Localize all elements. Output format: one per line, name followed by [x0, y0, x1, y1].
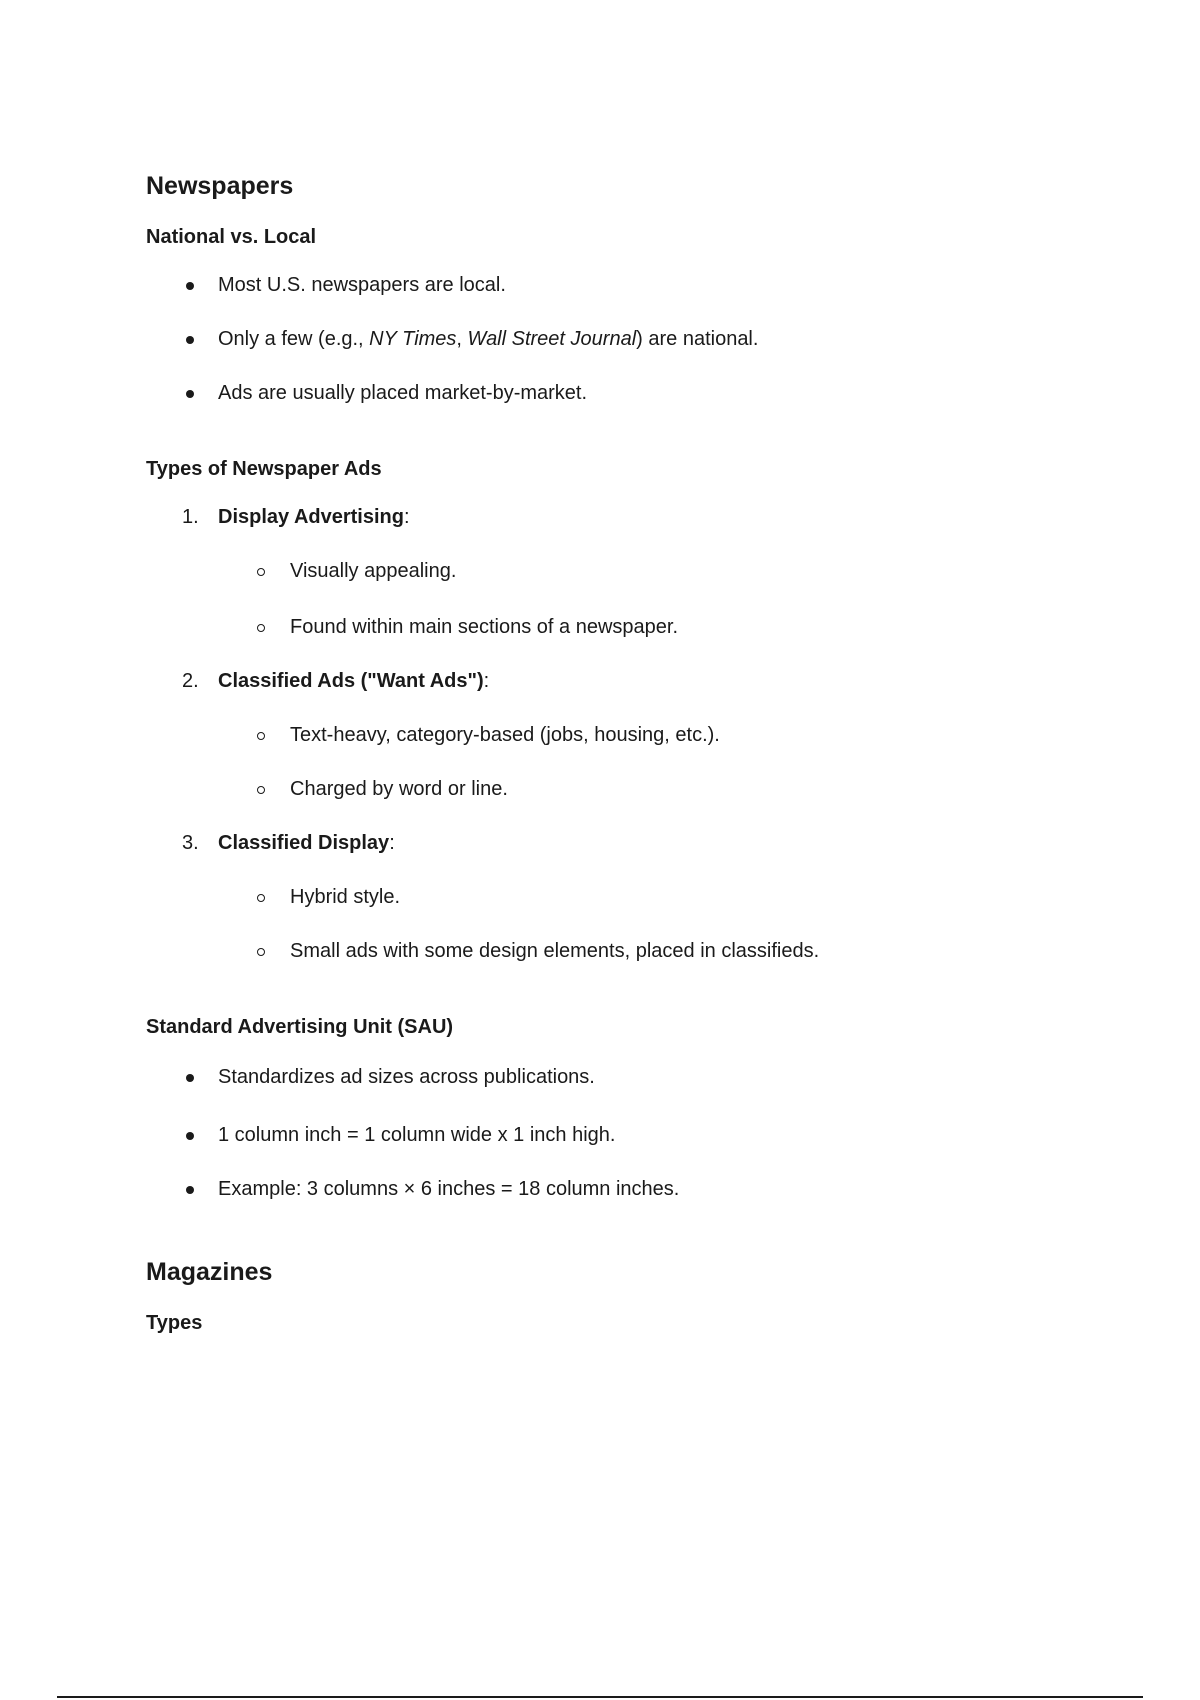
subheading-national-local: National vs. Local [146, 226, 317, 248]
list-item-text-post: ) are national. [636, 328, 759, 350]
list-number: 2. [182, 670, 199, 692]
subheading-types-of-ads: Types of Newspaper Ads [146, 458, 382, 480]
sub-item-text: Charged by word or line. [290, 778, 508, 800]
ad-type-title: Classified Ads ("Want Ads") [218, 670, 484, 692]
ad-type-title: Classified Display [218, 832, 390, 854]
list-number: 1. [182, 506, 199, 528]
sub-item-text: Hybrid style. [290, 886, 401, 908]
sau-list [146, 1064, 1106, 1202]
ad-type-suffix: : [403, 506, 410, 528]
ad-type-item [146, 830, 1106, 856]
list-number: 3. [182, 832, 199, 854]
list-item-text: Ads are usually placed market-by-market. [218, 382, 588, 404]
hollow-bullet-icon [257, 624, 265, 632]
hollow-bullet-icon [257, 568, 265, 576]
ad-type-item [146, 668, 1106, 694]
list-item-text: 1 column inch = 1 column wide x 1 inch high. [218, 1124, 616, 1146]
sub-item-text: Found within main sections of a newspaper. [290, 616, 678, 638]
bullet-icon [186, 1074, 194, 1082]
hollow-bullet-icon [257, 948, 265, 956]
section-title-magazines: Magazines [146, 1258, 273, 1286]
list-item [146, 272, 1106, 298]
hollow-bullet-icon [257, 732, 265, 740]
hollow-bullet-icon [257, 894, 265, 902]
bullet-icon [186, 336, 194, 344]
publication-name-nytimes: NY Times [369, 328, 457, 350]
sub-list-item [146, 558, 1106, 584]
sub-item-text: Visually appealing. [290, 560, 457, 582]
list-item [146, 326, 1106, 352]
subheading-magazine-types: Types [146, 1312, 203, 1334]
sub-list-item [146, 722, 1106, 748]
document-page [146, 170, 1106, 1336]
bullet-icon [186, 1132, 194, 1140]
national-local-list [146, 272, 1106, 406]
sub-list-item [146, 884, 1106, 910]
publication-name-wsj: Wall Street Journal [467, 328, 637, 350]
sub-list-item [146, 938, 1106, 964]
list-item [146, 380, 1106, 406]
list-item [146, 1176, 1106, 1202]
bullet-icon [186, 282, 194, 290]
sub-list-item [146, 614, 1106, 640]
bullet-icon [186, 390, 194, 398]
list-item-text: Standardizes ad sizes across publications. [218, 1066, 595, 1088]
bullet-icon [186, 1186, 194, 1194]
ad-type-title: Display Advertising [218, 506, 404, 528]
section-title-newspapers: Newspapers [146, 172, 294, 200]
sub-list-item [146, 776, 1106, 802]
ad-type-suffix: : [389, 832, 395, 854]
sub-item-text: Text-heavy, category-based (jobs, housing, etc.). [290, 724, 720, 746]
hollow-bullet-icon [257, 786, 265, 794]
list-item [146, 1122, 1106, 1148]
page-bottom-rule [57, 1696, 1143, 1698]
list-item [146, 1064, 1106, 1090]
list-item-text: Most U.S. newspapers are local. [218, 274, 506, 296]
sub-item-text: Small ads with some design elements, placed in classifieds. [290, 940, 820, 962]
list-item-text-pre: Only a few (e.g., [218, 328, 370, 350]
subheading-sau: Standard Advertising Unit (SAU) [146, 1016, 454, 1038]
ad-type-suffix: : [483, 670, 490, 692]
list-item-text-sep: , [456, 328, 468, 350]
ad-type-item [146, 504, 1106, 530]
list-item-text: Example: 3 columns × 6 inches = 18 column inches. [218, 1178, 680, 1200]
ad-types-list [146, 504, 1106, 964]
